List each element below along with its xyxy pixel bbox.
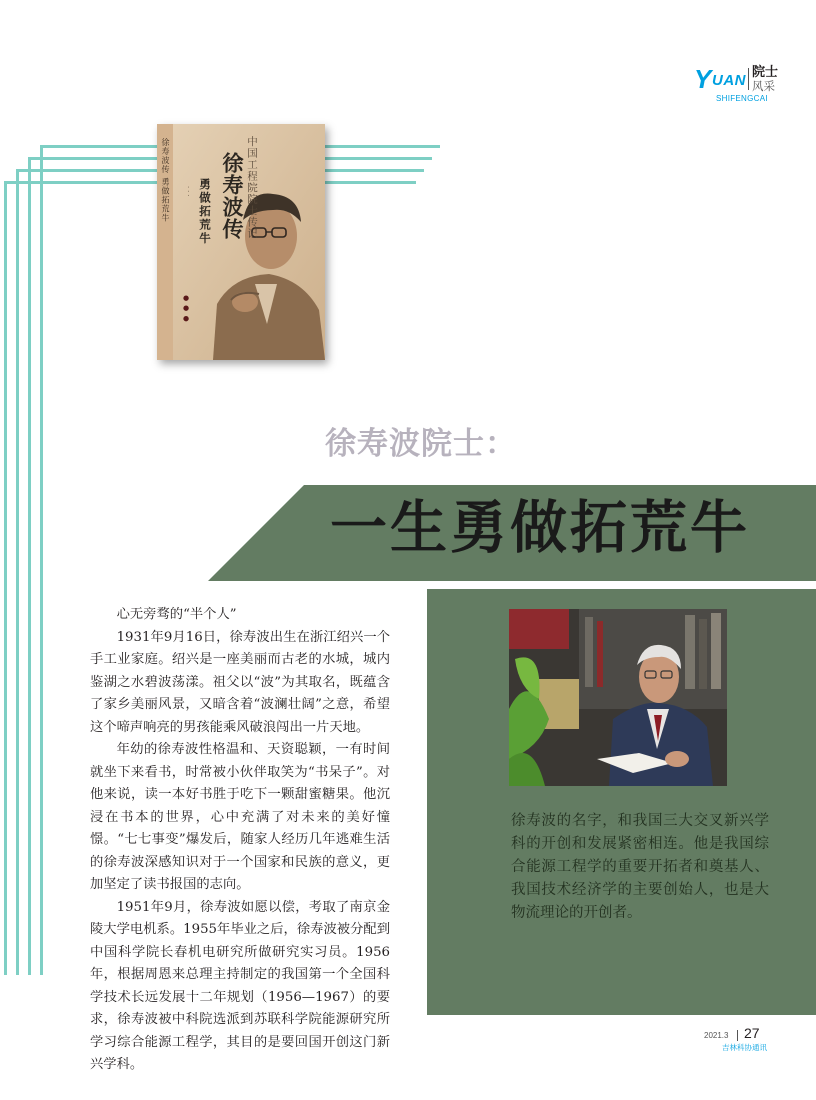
book-cover-image [157,124,325,360]
portrait-photo [509,609,727,786]
column-name-line2: 风采 [752,79,775,93]
publisher-logo: ● ● ● [182,294,190,323]
page-number: 27 [744,1025,760,1041]
column-name-en: SHIFENGCAI [716,94,768,103]
book-face [173,124,325,360]
paragraph: 1931年9月16日，徐寿波出生在浙江绍兴一个手工业家庭。绍兴是一座美丽而古老的水城，城内鉴湖之水碧波荡漾。祖父以“波”为其取名，既蕴含了家乡美丽风景，又暗含着“波澜壮阔”之意，希望这个啼声响亮的男孩能乘风破浪闯出一片天地。 [90,629,390,735]
column-logo [694,64,794,104]
logo-letter: Y [694,64,712,94]
logo-word: UAN [712,72,746,89]
pull-quote: 徐寿波的名字，和我国三大交叉新兴学科的开创和发展紧密相连。他是我国综合能源工程学的重要开拓者和奠基人、我国技术经济学的主要创始人，也是大物流理论的开创者。 [511,813,769,921]
book-subtitle: 勇做拓荒牛 [198,178,212,246]
section-title: 心无旁骛的“半个人” [116,607,237,622]
article-body [90,604,390,1077]
page-footer [704,1025,794,1052]
book-spine-title: 徐寿波传 勇做拓荒牛 [161,138,170,223]
book-spine [157,124,173,360]
headline-main: 一生勇做拓荒牛 [330,494,750,561]
book-author-mark: · · · [184,186,192,197]
paragraph: 年幼的徐寿波性格温和、天资聪颖，一有时间就坐下来看书，时常被小伙伴取笑为“书呆子”。对他来说，读一本好书胜于吃下一颗甜蜜糖果。他沉浸在书本的世界，心中充满了对未来的美好憧憬。“七七事变”爆发后，随家人经历几年逃难生活的徐寿波深感知识对于一个国家和民族的意义，更加坚定了读书报国的志向。 [90,742,390,892]
paragraph: 1951年9月，徐寿波如愿以偿，考取了南京金陵大学电机系。1955年毕业之后，徐寿波被分配到中国科学院长春机电研究所做研究实习员。1956年，根据周恩来总理主持制定的我国第一个全国科学技术长远发展十二年规划（1956—1967）的要求，徐寿波被中科院选派到苏联科学院能源研究所学习综合能源工程学，其目的是要回国开创这门新兴学科。 [90,899,390,1072]
book-title: 徐寿波传 [220,152,245,240]
magazine-name: 吉林科协通讯 [722,1043,767,1052]
book-series: 中国工程院院士传记 [246,136,258,240]
column-name-line1: 院士 [752,65,779,80]
headline-name: 徐寿波院士： [325,426,517,462]
issue-date: 2021.3 [704,1031,729,1040]
logo-divider [748,68,749,90]
portrait-illustration [509,609,727,786]
footer-divider [737,1030,738,1041]
